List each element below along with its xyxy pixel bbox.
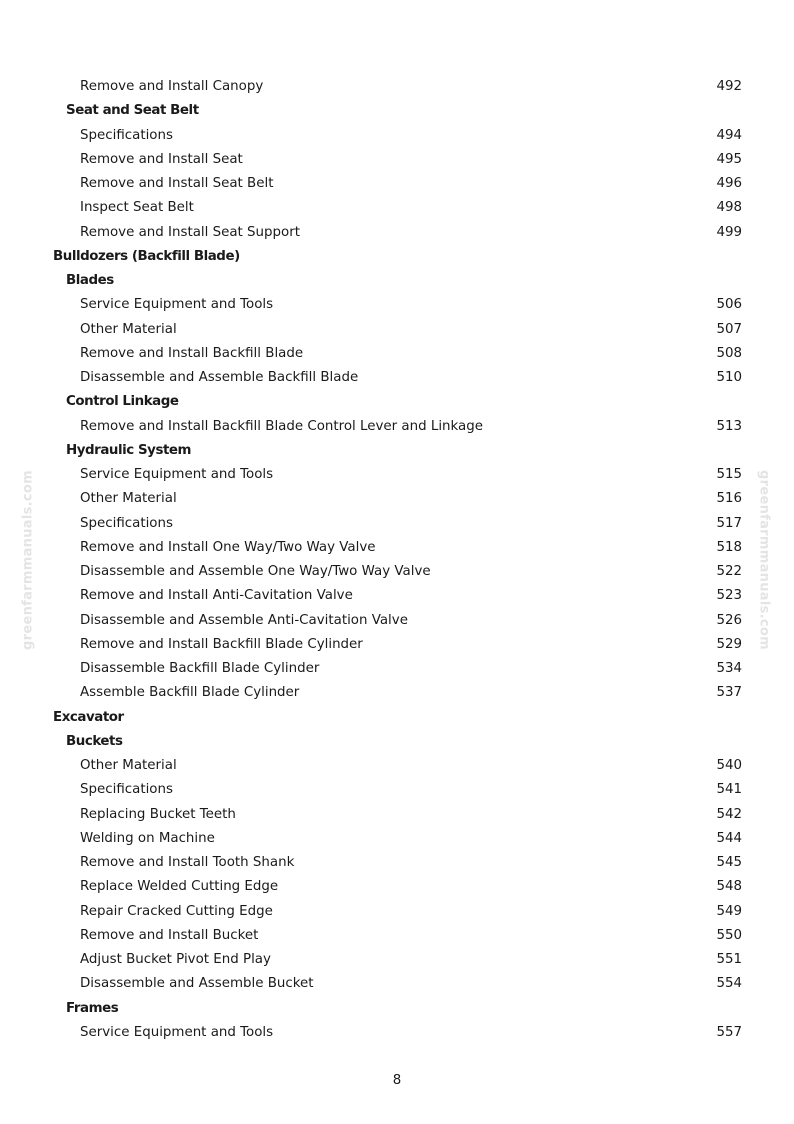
toc-entry-page-number: 534 [716,661,742,676]
toc-entry-title: Repair Cracked Cutting Edge [80,903,273,919]
toc-entry-page-number: 545 [716,855,742,870]
toc-entry-title: Remove and Install Seat [80,151,243,167]
toc-entry[interactable] [0,124,794,148]
toc-entry-title: Remove and Install Backfill Blade Control Lever and Linkage [80,418,483,434]
toc-entry[interactable] [0,560,794,584]
toc-entry-page-number: 498 [716,200,742,216]
toc-entry-title: Disassemble and Assemble Backfill Blade [80,370,359,385]
toc-subsection-heading[interactable] [0,269,794,293]
toc-entry-title: Remove and Install Bucket [80,927,259,943]
toc-entry-title: Control Linkage [66,394,179,410]
toc-entry[interactable] [0,172,794,196]
toc-entry-page-number: 513 [716,418,742,434]
toc-entry[interactable] [0,148,794,172]
toc-entry-page-number: 541 [716,782,742,798]
toc-entry-page-number: 540 [716,758,742,773]
toc-entry-page-number: 499 [716,224,742,240]
toc-entry-title: Seat and Seat Belt [66,103,199,119]
toc-entry[interactable] [0,293,794,317]
toc-entry-page-number: 517 [716,515,742,531]
toc-entry-page-number: 510 [716,370,742,385]
toc-entry[interactable] [0,778,794,802]
toc-entry-page-number: 494 [716,127,742,143]
page-number: 8 [392,1073,402,1088]
toc-entry-page-number: 551 [716,952,742,967]
toc-entry-title: Remove and Install Tooth Shank [80,855,295,870]
toc-entry-page-number: 537 [716,685,742,701]
toc-entry-page-number: 526 [716,612,742,628]
toc-entry[interactable] [0,754,794,778]
toc-entry[interactable] [0,851,794,875]
watermark-right: greenfarmmanuals.com [756,470,772,650]
toc-entry[interactable] [0,875,794,899]
toc-entry[interactable] [0,924,794,948]
toc-entry-page-number: 529 [716,636,742,652]
toc-entry-page-number: 518 [716,539,742,555]
toc-entry[interactable] [0,366,794,390]
toc-entry[interactable] [0,463,794,487]
toc-entry[interactable] [0,803,794,827]
toc-entry-page-number: 549 [716,903,742,919]
toc-entry[interactable] [0,536,794,560]
toc-entry-title: Disassemble Backfill Blade Cylinder [80,661,320,676]
toc-entry-title: Other Material [80,321,177,337]
toc-entry-title: Hydraulic System [66,442,192,458]
toc-entry-title: Remove and Install Seat Support [80,224,300,240]
toc-entry[interactable] [0,657,794,681]
toc-entry[interactable] [0,900,794,924]
toc-entry-title: Disassemble and Assemble Bucket [80,976,314,992]
toc-subsection-heading[interactable] [0,439,794,463]
toc-entry-title: Remove and Install Canopy [80,79,264,94]
toc-entry-title: Blades [66,273,114,288]
toc-entry[interactable] [0,318,794,342]
toc-entry-page-number: 508 [716,345,742,361]
toc-entry-title: Replace Welded Cutting Edge [80,879,279,895]
toc-entry-title: Remove and Install One Way/Two Way Valve [80,539,376,555]
toc-entry-title: Other Material [80,491,177,507]
toc-entry-title: Remove and Install Anti-Cavitation Valve [80,588,353,604]
toc-entry-page-number: 557 [716,1024,742,1040]
toc-entry-title: Service Equipment and Tools [80,1024,274,1040]
toc-subsection-heading[interactable] [0,390,794,414]
toc-entry-title: Specifications [80,127,173,143]
toc-entry-title: Inspect Seat Belt [80,200,194,216]
toc-entry[interactable] [0,487,794,511]
toc-entry-title: Adjust Bucket Pivot End Play [80,952,271,967]
toc-entry-page-number: 544 [716,830,742,846]
toc-entry-page-number: 554 [716,976,742,992]
watermark-left: greenfarmmanuals.com [20,470,36,650]
toc-entry-page-number: 515 [716,467,742,482]
toc-entry-title: Specifications [80,782,173,798]
toc-entry-title: Other Material [80,758,177,773]
toc-entry[interactable] [0,681,794,705]
toc-section-heading[interactable] [0,245,794,269]
toc-entry[interactable] [0,196,794,220]
toc-entry-title: Assemble Backfill Blade Cylinder [80,685,300,701]
toc-entry-title: Specifications [80,515,173,531]
toc-subsection-heading[interactable] [0,730,794,754]
toc-entry-title: Bulldozers (Backfill Blade) [53,248,240,264]
toc-entry[interactable] [0,584,794,608]
toc-entry[interactable] [0,827,794,851]
toc-entry-title: Remove and Install Backfill Blade [80,345,304,361]
toc-entry-title: Replacing Bucket Teeth [80,806,236,822]
toc-entry[interactable] [0,948,794,972]
toc-entry-page-number: 523 [716,588,742,604]
toc-entry-title: Service Equipment and Tools [80,297,274,313]
toc-entry[interactable] [0,972,794,996]
toc-entry[interactable] [0,633,794,657]
toc-entry-page-number: 506 [716,297,742,313]
toc-entry-title: Remove and Install Seat Belt [80,176,274,191]
toc-entry-title: Service Equipment and Tools [80,467,274,482]
toc-entry[interactable] [0,1021,794,1045]
toc-entry-page-number: 548 [716,879,742,895]
toc-entry-page-number: 542 [716,806,742,822]
toc-entry-title: Disassemble and Assemble One Way/Two Way Valve [80,564,431,579]
toc-entry[interactable] [0,75,794,99]
toc-entry[interactable] [0,342,794,366]
toc-section-heading[interactable] [0,706,794,730]
toc-entry-page-number: 550 [716,927,742,943]
toc-entry-page-number: 492 [716,79,742,94]
toc-entry[interactable] [0,609,794,633]
toc-entry-page-number: 495 [716,151,742,167]
table-of-contents [0,75,794,1045]
toc-entry-title: Frames [66,1000,119,1016]
toc-entry-page-number: 507 [716,321,742,337]
toc-subsection-heading[interactable] [0,99,794,123]
toc-entry[interactable] [0,415,794,439]
toc-entry-title: Buckets [66,733,123,749]
toc-entry[interactable] [0,512,794,536]
toc-entry-page-number: 522 [716,564,742,579]
toc-entry-title: Remove and Install Backfill Blade Cylinder [80,636,363,652]
toc-entry-page-number: 516 [716,491,742,507]
toc-entry-page-number: 496 [716,176,742,191]
toc-entry-title: Disassemble and Assemble Anti-Cavitation Valve [80,612,408,628]
toc-entry-title: Excavator [53,709,124,725]
toc-subsection-heading[interactable] [0,997,794,1021]
toc-entry[interactable] [0,221,794,245]
toc-entry-title: Welding on Machine [80,830,215,846]
